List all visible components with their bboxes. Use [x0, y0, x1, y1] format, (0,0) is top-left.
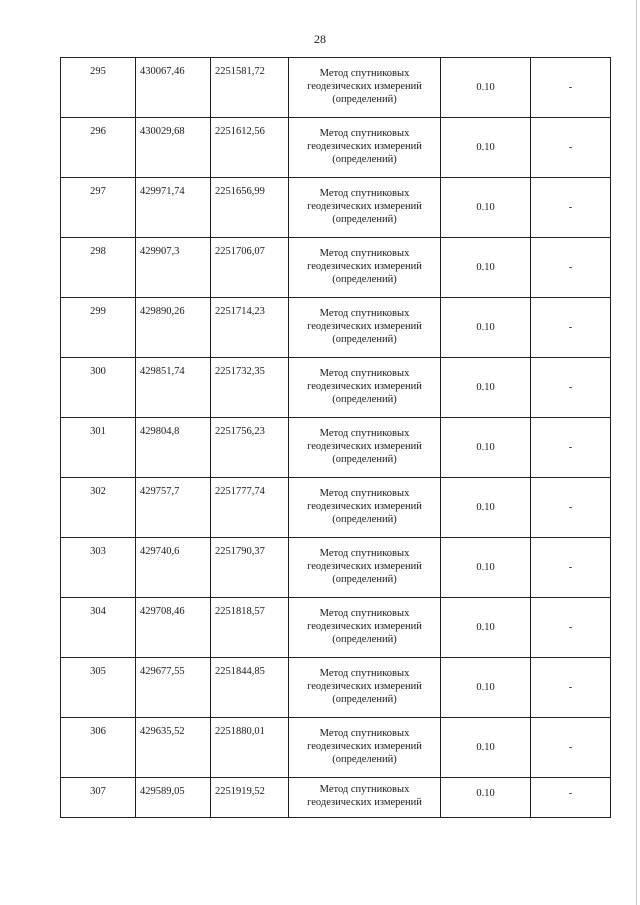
y-coordinate-cell: 2251714,23	[211, 298, 289, 358]
x-coordinate-cell: 429635,52	[136, 718, 211, 778]
y-coordinate-cell: 2251919,52	[211, 778, 289, 818]
method-cell	[289, 298, 441, 358]
method-line: (определений)	[332, 333, 397, 345]
point-number-cell: 302	[61, 478, 136, 538]
method-cell	[289, 118, 441, 178]
method-line: (определений)	[332, 93, 397, 105]
x-coordinate-cell: 429708,46	[136, 598, 211, 658]
method-line: (определений)	[332, 513, 397, 525]
method-cell	[289, 58, 441, 118]
point-number-cell: 299	[61, 298, 136, 358]
method-line: Метод спутниковых	[319, 248, 410, 260]
y-coordinate-cell: 2251581,72	[211, 58, 289, 118]
accuracy-cell: 0.10	[441, 238, 531, 298]
table-row	[61, 778, 611, 818]
point-number-cell: 304	[61, 598, 136, 658]
table-row	[61, 598, 611, 658]
x-coordinate-cell: 429740,6	[136, 538, 211, 598]
note-cell: -	[531, 118, 611, 178]
method-line: (определений)	[332, 153, 397, 165]
method-line: (определений)	[332, 453, 397, 465]
method-line: геодезических измерений	[307, 201, 422, 213]
y-coordinate-cell: 2251777,74	[211, 478, 289, 538]
accuracy-cell: 0.10	[441, 658, 531, 718]
y-coordinate-cell: 2251706,07	[211, 238, 289, 298]
method-line: геодезических измерений	[307, 681, 422, 693]
point-number-cell: 306	[61, 718, 136, 778]
y-coordinate-cell: 2251732,35	[211, 358, 289, 418]
method-line: Метод спутниковых	[319, 548, 410, 560]
accuracy-cell: 0.10	[441, 58, 531, 118]
method-line: геодезических измерений	[307, 796, 422, 808]
note-cell: -	[531, 538, 611, 598]
point-number-cell: 300	[61, 358, 136, 418]
page-number: 28	[314, 32, 326, 46]
x-coordinate-cell: 429757,7	[136, 478, 211, 538]
point-number-cell: 298	[61, 238, 136, 298]
coordinates-table-body	[61, 58, 611, 818]
x-coordinate-cell: 429589,05	[136, 778, 211, 818]
method-line: Метод спутниковых	[319, 68, 410, 80]
note-cell: -	[531, 778, 611, 818]
y-coordinate-cell: 2251656,99	[211, 178, 289, 238]
x-coordinate-cell: 430067,46	[136, 58, 211, 118]
method-line: Метод спутниковых	[319, 728, 410, 740]
table-row	[61, 178, 611, 238]
x-coordinate-cell: 429677,55	[136, 658, 211, 718]
y-coordinate-cell: 2251756,23	[211, 418, 289, 478]
method-cell	[289, 418, 441, 478]
method-line: Метод спутниковых	[319, 668, 410, 680]
method-cell	[289, 358, 441, 418]
method-line: (определений)	[332, 393, 397, 405]
table-row	[61, 478, 611, 538]
accuracy-cell: 0.10	[441, 118, 531, 178]
x-coordinate-cell: 430029,68	[136, 118, 211, 178]
table-row	[61, 298, 611, 358]
table-row	[61, 358, 611, 418]
note-cell: -	[531, 178, 611, 238]
method-line: Метод спутниковых	[319, 128, 410, 140]
method-line: (определений)	[332, 633, 397, 645]
accuracy-cell: 0.10	[441, 358, 531, 418]
accuracy-cell: 0.10	[441, 478, 531, 538]
y-coordinate-cell: 2251844,85	[211, 658, 289, 718]
table-row	[61, 118, 611, 178]
table-row	[61, 238, 611, 298]
method-line: (определений)	[332, 573, 397, 585]
method-line: Метод спутниковых	[319, 308, 410, 320]
note-cell: -	[531, 658, 611, 718]
method-cell	[289, 478, 441, 538]
coordinates-table	[60, 57, 611, 818]
note-cell: -	[531, 358, 611, 418]
x-coordinate-cell: 429907,3	[136, 238, 211, 298]
method-line: Метод спутниковых	[319, 608, 410, 620]
x-coordinate-cell: 429971,74	[136, 178, 211, 238]
method-line: Метод спутниковых	[319, 368, 410, 380]
method-line: Метод спутниковых	[319, 488, 410, 500]
y-coordinate-cell: 2251880,01	[211, 718, 289, 778]
note-cell: -	[531, 418, 611, 478]
table-row	[61, 718, 611, 778]
method-line: геодезических измерений	[307, 741, 422, 753]
point-number-cell: 303	[61, 538, 136, 598]
table-row	[61, 658, 611, 718]
method-line: геодезических измерений	[307, 561, 422, 573]
point-number-cell: 295	[61, 58, 136, 118]
x-coordinate-cell: 429804,8	[136, 418, 211, 478]
method-line: геодезических измерений	[307, 81, 422, 93]
method-line: геодезических измерений	[307, 441, 422, 453]
y-coordinate-cell: 2251790,37	[211, 538, 289, 598]
x-coordinate-cell: 429890,26	[136, 298, 211, 358]
method-line: Метод спутниковых	[319, 428, 410, 440]
table-row	[61, 58, 611, 118]
note-cell: -	[531, 298, 611, 358]
method-line: (определений)	[332, 213, 397, 225]
method-cell	[289, 538, 441, 598]
point-number-cell: 296	[61, 118, 136, 178]
method-line: геодезических измерений	[307, 501, 422, 513]
note-cell: -	[531, 58, 611, 118]
method-cell	[289, 598, 441, 658]
method-line: Метод спутниковых	[319, 188, 410, 200]
note-cell: -	[531, 718, 611, 778]
accuracy-cell: 0.10	[441, 538, 531, 598]
accuracy-cell: 0.10	[441, 598, 531, 658]
method-line: (определений)	[332, 753, 397, 765]
table-row	[61, 538, 611, 598]
method-cell	[289, 778, 441, 818]
method-cell	[289, 718, 441, 778]
table-row	[61, 418, 611, 478]
x-coordinate-cell: 429851,74	[136, 358, 211, 418]
method-line: геодезических измерений	[307, 621, 422, 633]
point-number-cell: 297	[61, 178, 136, 238]
note-cell: -	[531, 238, 611, 298]
accuracy-cell: 0.10	[441, 298, 531, 358]
accuracy-cell: 0.10	[441, 178, 531, 238]
note-cell: -	[531, 598, 611, 658]
page-edge-line	[636, 0, 637, 905]
method-line: геодезических измерений	[307, 381, 422, 393]
y-coordinate-cell: 2251612,56	[211, 118, 289, 178]
accuracy-cell: 0.10	[441, 418, 531, 478]
method-cell	[289, 658, 441, 718]
method-cell	[289, 238, 441, 298]
accuracy-cell: 0.10	[441, 778, 531, 818]
note-cell: -	[531, 478, 611, 538]
method-cell	[289, 178, 441, 238]
method-line: геодезических измерений	[307, 261, 422, 273]
method-line: (определений)	[332, 693, 397, 705]
method-line: геодезических измерений	[307, 321, 422, 333]
point-number-cell: 301	[61, 418, 136, 478]
y-coordinate-cell: 2251818,57	[211, 598, 289, 658]
method-line: (определений)	[332, 273, 397, 285]
method-line: геодезических измерений	[307, 141, 422, 153]
point-number-cell: 305	[61, 658, 136, 718]
method-line: Метод спутниковых	[319, 784, 410, 795]
accuracy-cell: 0.10	[441, 718, 531, 778]
point-number-cell: 307	[61, 778, 136, 818]
